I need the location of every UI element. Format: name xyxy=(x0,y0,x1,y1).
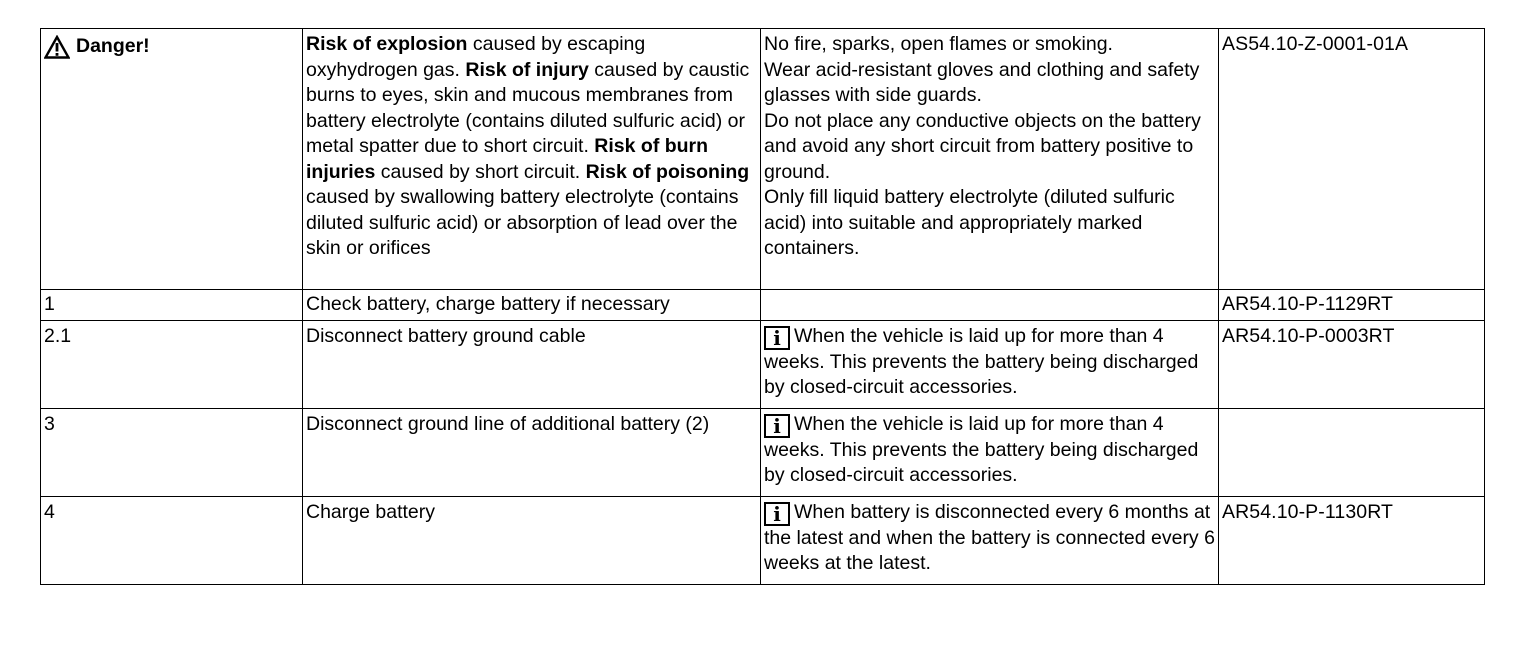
safety-measures-cell xyxy=(761,29,1219,290)
procedure-table xyxy=(40,28,1485,585)
danger-row xyxy=(41,29,1485,290)
hazard-explosion-title: Risk of explosion xyxy=(306,33,468,55)
hazard-injury-title: Risk of injury xyxy=(465,58,589,81)
step-number: 1 xyxy=(41,290,303,321)
step-action: Charge battery xyxy=(303,496,761,584)
step-ref xyxy=(1219,408,1485,496)
step-note xyxy=(761,408,1219,496)
hazard-injury-text: caused by caustic burns to eyes, skin and mucous membranes from battery electrolyte (contains diluted sulfuric acid) or metal spatter due to short circuit. xyxy=(306,58,750,157)
table-row xyxy=(41,290,1485,321)
danger-heading xyxy=(44,32,150,60)
danger-label: Danger! xyxy=(76,35,150,57)
step-note-text: When the vehicle is laid up for more than 4 weeks. This prevents the battery being discharged by closed-circuit accessories. xyxy=(764,324,1199,398)
hazard-poisoning-text: caused by swallowing battery electrolyte (contains diluted sulfuric acid) or absorption of lead over the skin or orifices xyxy=(306,186,739,259)
step-number: 4 xyxy=(41,496,303,584)
table-row xyxy=(41,408,1485,496)
hazard-burn-title: Risk of burn injuries xyxy=(306,135,709,183)
hazard-burn-text: caused by short circuit. xyxy=(375,160,581,183)
info-icon: i xyxy=(764,414,790,438)
step-action: Disconnect battery ground cable xyxy=(303,320,761,408)
info-icon: i xyxy=(764,326,790,350)
safety-measure: No fire, sparks, open flames or smoking. xyxy=(764,33,1113,55)
step-action: Check battery, charge battery if necessary xyxy=(303,290,761,321)
step-note xyxy=(761,320,1219,408)
safety-measure: Do not place any conductive objects on the battery and avoid any short circuit from battery positive to ground. xyxy=(764,109,1201,183)
step-note xyxy=(761,290,1219,321)
step-note-text: When the vehicle is laid up for more than 4 weeks. This prevents the battery being discharged by closed-circuit accessories. xyxy=(764,412,1199,486)
step-note-text: When battery is disconnected every 6 months at the latest and when the battery is connected every 6 weeks at the latest. xyxy=(764,500,1215,574)
step-number: 3 xyxy=(41,408,303,496)
step-action: Disconnect ground line of additional battery (2) xyxy=(303,408,761,496)
safety-measure: Only fill liquid battery electrolyte (diluted sulfuric acid) into suitable and appropriately marked containers. xyxy=(764,186,1175,259)
hazard-description-cell xyxy=(303,29,761,290)
hazard-poisoning-title: Risk of poisoning xyxy=(585,160,750,183)
danger-ref: AS54.10-Z-0001-01A xyxy=(1219,29,1485,290)
step-note xyxy=(761,496,1219,584)
warning-triangle-icon xyxy=(44,35,70,59)
step-ref: AR54.10-P-1130RT xyxy=(1219,496,1485,584)
table-row xyxy=(41,496,1485,584)
step-ref: AR54.10-P-1129RT xyxy=(1219,290,1485,321)
step-number: 2.1 xyxy=(41,320,303,408)
danger-label-cell xyxy=(41,29,303,290)
info-icon: i xyxy=(764,502,790,526)
step-ref: AR54.10-P-0003RT xyxy=(1219,320,1485,408)
hazard-explosion-text: caused by escaping oxyhydrogen gas. xyxy=(306,33,646,81)
table-row xyxy=(41,320,1485,408)
safety-measure: Wear acid-resistant gloves and clothing and safety glasses with side guards. xyxy=(764,58,1200,106)
